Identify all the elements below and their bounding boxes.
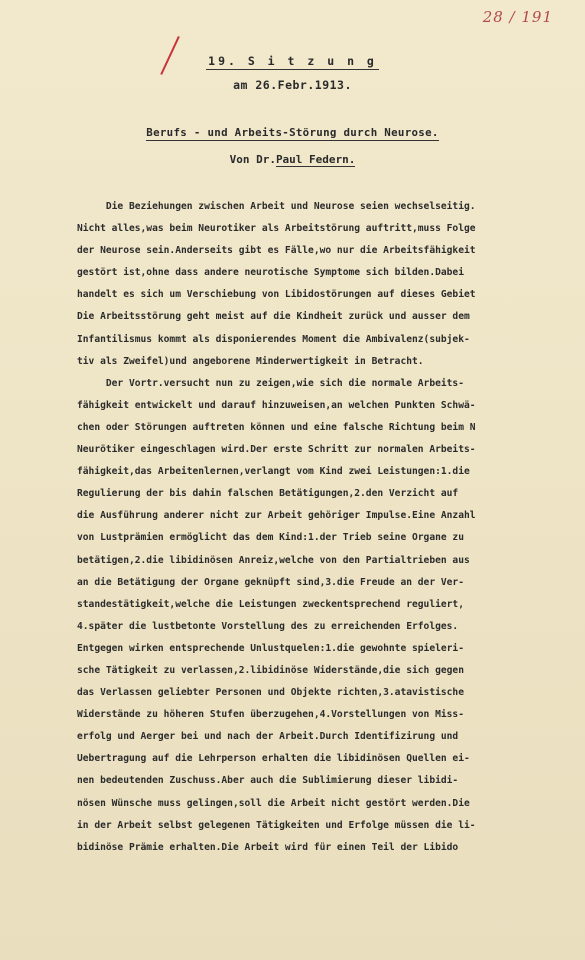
text-line: Die Arbeitsstörung geht meist auf die Kindheit zurück und ausser dem: [77, 311, 470, 323]
text-line: Der Vortr.versucht nun zu zeigen,wie sich die normale Arbeits-: [77, 377, 464, 389]
text-line: betätigen,2.die libidinösen Anreiz,welche von den Partialtrieben aus: [77, 554, 470, 566]
text-line: in der Arbeit selbst gelegenen Tätigkeiten und Erfolge müssen die li-: [77, 819, 476, 831]
text-line: Infantilismus kommt als disponierendes Moment die Ambivalenz(subjek-: [77, 333, 470, 345]
text-line: chen oder Störungen auftreten können und eine falsche Richtung beim N: [77, 421, 476, 433]
text-line: bidinöse Prämie erhalten.Die Arbeit wird für einen Teil der Libido: [77, 841, 459, 853]
folio-number: 28 / 191: [482, 8, 553, 26]
text-line: das Verlassen geliebter Personen und Objekte richten,3.atavistische: [77, 687, 464, 699]
text-line: nösen Wünsche muss gelingen,soll die Arbeit nicht gestört werden.Die: [77, 797, 470, 809]
lecture-title-text: Berufs - und Arbeits-Störung durch Neurose.: [146, 126, 439, 139]
text-line: die Ausführung anderer nicht zur Arbeit gehöriger Impulse.Eine Anzahl: [77, 510, 476, 522]
typed-body-text: [77, 196, 577, 859]
session-heading-text: 19. S i t z u n g: [208, 54, 377, 68]
session-heading: [0, 54, 585, 68]
lecture-title: [0, 126, 585, 139]
text-line: an die Betätigung der Organe geknüpft sind,3.die Freude an der Ver-: [77, 576, 464, 588]
text-line: gestört ist,ohne dass andere neurotische Symptome sich bilden.Dabei: [77, 267, 464, 279]
text-line: Neurötiker eingeschlagen wird.Der erste Schritt zur normalen Arbeits-: [77, 444, 476, 456]
session-date: am 26.Febr.1913.: [233, 78, 352, 92]
text-line: der Neurose sein.Anderseits gibt es Fälle,wo nur die Arbeitsfähigkeit: [77, 245, 476, 257]
text-line: Nicht alles,was beim Neurotiker als Arbeitstörung auftritt,muss Folge: [77, 223, 476, 235]
text-line: sche Tätigkeit zu verlassen,2.libidinöse Widerstände,die sich gegen: [77, 664, 464, 676]
text-line: fähigkeit,das Arbeitenlernen,verlangt vom Kind zwei Leistungen:1.die: [77, 466, 470, 478]
author-line: [0, 153, 585, 166]
author-prefix: Von Dr.: [229, 153, 276, 166]
text-line: Regulierung der bis dahin falschen Betätigungen,2.den Verzicht auf: [77, 488, 459, 500]
text-line: fähigkeit entwickelt und darauf hinzuweisen,an welchen Punkten Schwä-: [77, 399, 476, 411]
text-line: standestätigkeit,welche die Leistungen zweckentsprechend reguliert,: [77, 598, 464, 610]
text-line: von Lustprämien ermöglicht das dem Kind:1.der Trieb seine Organe zu: [77, 532, 464, 544]
text-line: nen bedeutenden Zuschuss.Aber auch die Sublimierung dieser libidi-: [77, 775, 459, 787]
text-line: 4.später die lustbetonte Vorstellung des zu erreichenden Erfolges.: [77, 620, 459, 632]
text-line: handelt es sich um Verschiebung von Libidostörungen auf dieses Gebiet: [77, 289, 476, 301]
text-line: Uebertragung auf die Lehrperson erhalten die libidinösen Quellen ei-: [77, 753, 470, 765]
text-line: Entgegen wirken entsprechende Unlustquelen:1.die gewohnte spieleri-: [77, 642, 464, 654]
text-line: Widerstände zu höheren Stufen überzugehen,4.Vorstellungen von Miss-: [77, 709, 464, 721]
text-line: tiv als Zweifel)und angeborene Minderwertigkeit in Betracht.: [77, 355, 424, 367]
text-line: erfolg und Aerger bei und nach der Arbeit.Durch Identifizirung und: [77, 731, 459, 743]
author-name: Paul Federn.: [275, 153, 356, 166]
text-line: Die Beziehungen zwischen Arbeit und Neurose seien wechselseitig.: [77, 201, 476, 212]
